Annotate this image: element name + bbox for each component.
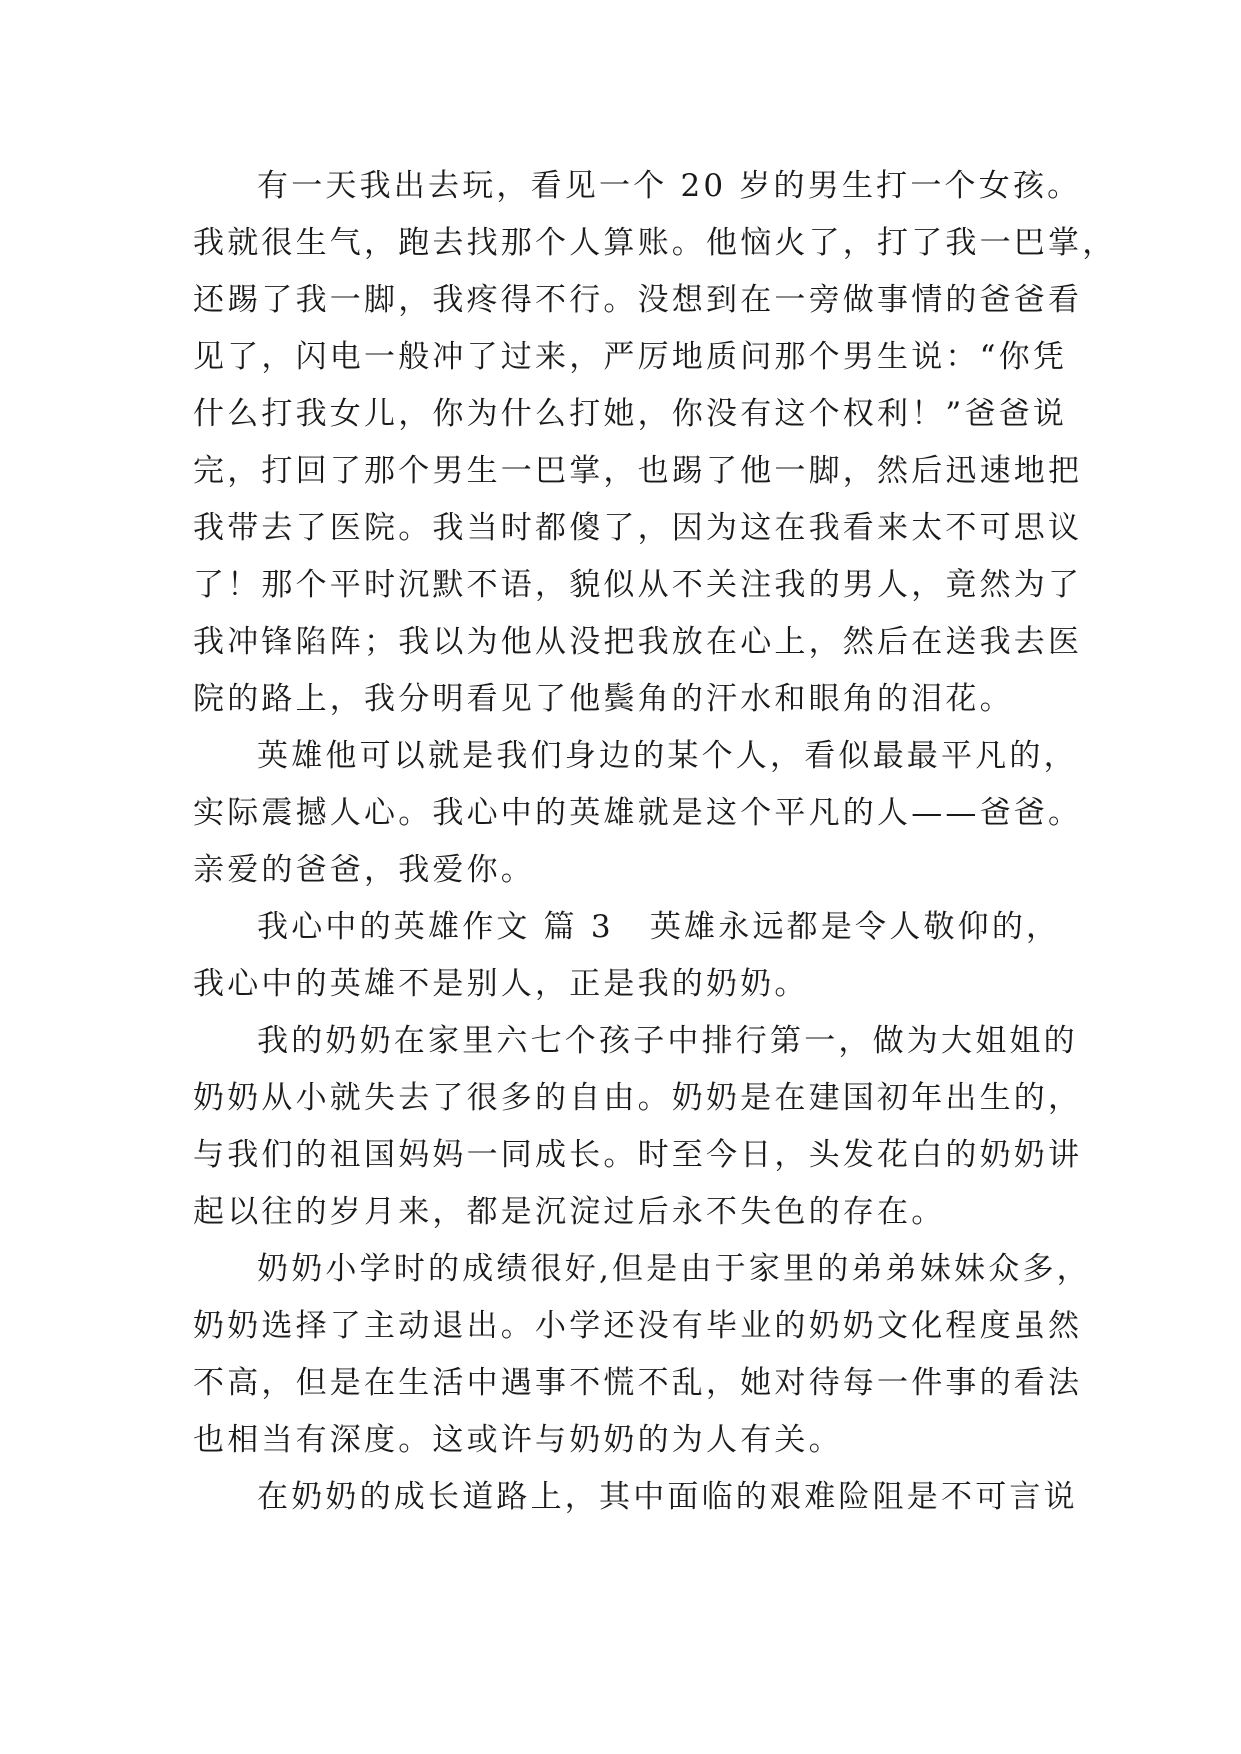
paragraph-line: 在奶奶的成长道路上，其中面临的艰难险阻是不可言说	[257, 1479, 1078, 1515]
paragraph-line: 见了，闪电一般冲了过来，严厉地质问那个男生说：“你凭	[193, 339, 1068, 375]
paragraph-text: 英雄永远都是令人敬仰的，	[649, 909, 1061, 945]
paragraph-line: 我就很生气，跑去找那个人算账。他恼火了，打了我一巴掌，	[193, 225, 1117, 261]
paragraph-line: 院的路上，我分明看见了他鬓角的汗水和眼角的泪花。	[193, 681, 1014, 717]
paragraph-line: 完，打回了那个男生一巴掌，也踢了他一脚，然后迅速地把	[193, 453, 1083, 489]
paragraph-line: 实际震撼人心。我心中的英雄就是这个平凡的人——爸爸。	[193, 795, 1083, 831]
paragraph-line: 不高，但是在生活中遇事不慌不乱，她对待每一件事的看法	[193, 1365, 1083, 1401]
paragraph-line: 与我们的祖国妈妈一同成长。时至今日，头发花白的奶奶讲	[193, 1137, 1083, 1173]
paragraph-line: 了！那个平时沉默不语，貌似从不关注我的男人，竟然为了	[193, 567, 1083, 603]
paragraph-line: 我带去了医院。我当时都傻了，因为这在我看来太不可思议	[193, 510, 1083, 546]
paragraph-line: 我心中的英雄不是别人，正是我的奶奶。	[193, 966, 809, 1002]
paragraph-line: 奶奶从小就失去了很多的自由。奶奶是在建国初年出生的，	[193, 1080, 1083, 1116]
paragraph-line: 奶奶小学时的成绩很好,但是由于家里的弟弟妹妹众多，	[257, 1251, 1091, 1287]
paragraph-line: 起以往的岁月来，都是沉淀过后永不失色的存在。	[193, 1194, 946, 1230]
paragraph-line: 还踢了我一脚，我疼得不行。没想到在一旁做事情的爸爸看	[193, 282, 1083, 318]
paragraph-line: 有一天我出去玩，看见一个 20 岁的男生打一个女孩。	[257, 168, 1082, 204]
section-heading: 我心中的英雄作文 篇 3	[257, 909, 614, 945]
paragraph-line: 奶奶选择了主动退出。小学还没有毕业的奶奶文化程度虽然	[193, 1308, 1083, 1344]
paragraph-line: 英雄他可以就是我们身边的某个人，看似最最平凡的，	[257, 738, 1078, 774]
paragraph-line: 也相当有深度。这或许与奶奶的为人有关。	[193, 1422, 843, 1458]
paragraph-line: 什么打我女儿，你为什么打她，你没有这个权利！”爸爸说	[193, 396, 1068, 432]
paragraph-line: 我的奶奶在家里六七个孩子中排行第一，做为大姐姐的	[257, 1023, 1078, 1059]
paragraph-line: 亲爱的爸爸，我爱你。	[193, 852, 535, 888]
paragraph-line: 我冲锋陷阵；我以为他从没把我放在心上，然后在送我去医	[193, 624, 1083, 660]
section-heading-line	[257, 905, 1073, 949]
